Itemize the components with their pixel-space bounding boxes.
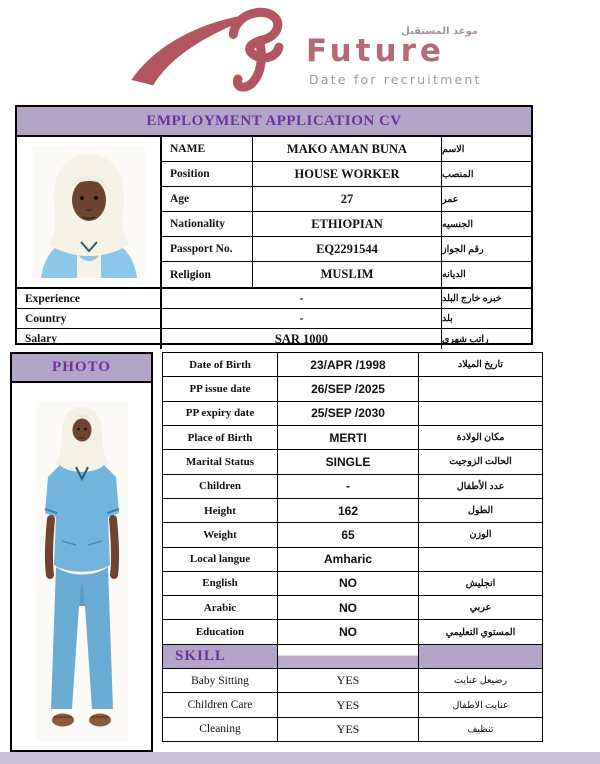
field-value: - [278, 475, 419, 498]
details-table [162, 352, 543, 742]
photo-section-title: PHOTO [12, 354, 151, 383]
logo-arabic-text: موعد المستقبل [401, 26, 478, 37]
field-value: 23/APR /1998 [278, 353, 419, 376]
field-label: Children Care [163, 693, 278, 716]
field-value: MERTI [278, 426, 419, 449]
full-body-photo-cell [12, 383, 151, 750]
field-value: EQ2291544 [253, 237, 442, 261]
table-row [163, 402, 542, 426]
table-row [162, 262, 531, 287]
field-label: Country [17, 309, 162, 328]
field-value: 27 [253, 187, 442, 211]
field-arabic-label: تاريخ الميلاد [457, 360, 504, 371]
field-label: Age [162, 187, 253, 211]
field-label: Experience [17, 289, 162, 308]
field-value: YES [278, 718, 419, 741]
field-value: NO [278, 596, 419, 619]
field-value: - [162, 309, 442, 328]
skill-section-title: SKILL [163, 645, 278, 668]
field-arabic-label: انجليش [465, 578, 496, 589]
field-arabic-label: خبره خارج البلد [442, 294, 502, 304]
field-value: 25/SEP /2030 [278, 402, 419, 425]
logo-tagline: Date for recruitment [309, 72, 482, 87]
field-label: Weight [163, 523, 278, 546]
table-row [162, 187, 531, 212]
field-arabic-label: راتب شهري [442, 334, 489, 345]
table-row [162, 162, 531, 187]
field-label: PP expiry date [163, 402, 278, 425]
table-row [163, 596, 542, 620]
field-arabic-label: رضيعل عنايت [453, 676, 508, 687]
skill-header-spacer [419, 645, 542, 668]
headshot-photo-cell [17, 137, 162, 287]
field-value: SAR 1000 [162, 329, 442, 349]
field-label: Children [163, 475, 278, 498]
field-label: Nationality [162, 212, 253, 236]
table-row [163, 718, 542, 741]
field-value: 162 [278, 499, 419, 522]
field-arabic-label: الطول [467, 506, 494, 517]
field-arabic-label: الاسم [442, 144, 465, 155]
table-row [163, 693, 542, 717]
field-value: 26/SEP /2025 [278, 377, 419, 400]
field-arabic-label [419, 377, 542, 400]
table-row [163, 450, 542, 474]
table-row [163, 377, 542, 401]
bottom-accent-bar [0, 752, 600, 764]
field-label: Place of Birth [163, 426, 278, 449]
field-label: Arabic [163, 596, 278, 619]
field-value: ETHIOPIAN [253, 212, 442, 236]
table-row [163, 620, 542, 644]
field-arabic-label: بلد [442, 314, 453, 324]
logo-wordmark: Future [306, 33, 445, 69]
field-label: NAME [162, 137, 253, 161]
field-label: Position [162, 162, 253, 186]
field-arabic-label [419, 402, 542, 425]
full-body-photo [36, 401, 128, 741]
field-label: Salary [17, 329, 162, 349]
employment-application-table [15, 105, 533, 345]
table-row [163, 499, 542, 523]
table-row [163, 353, 542, 377]
field-value: HOUSE WORKER [253, 162, 442, 186]
table-row [163, 548, 542, 572]
skill-header-spacer [278, 645, 419, 668]
table-row [163, 669, 542, 693]
table-row [163, 523, 542, 547]
field-label: Cleaning [163, 718, 278, 741]
field-arabic-label: الديانه [442, 270, 466, 280]
table-row [163, 475, 542, 499]
field-value: Amharic [278, 548, 419, 571]
field-arabic-label: مكان الولادة [456, 433, 505, 444]
field-arabic-label: المنصب [442, 169, 474, 180]
future-logo-swoosh-icon [126, 2, 308, 96]
headshot-photo [33, 146, 145, 278]
field-arabic-label: الحالت الزوجيت [449, 457, 512, 468]
field-arabic-label: تنظيف [467, 724, 494, 735]
field-value: NO [278, 620, 419, 643]
field-arabic-label: عدد الأطفال [456, 481, 505, 492]
field-label: Height [163, 499, 278, 522]
field-arabic-label: عنايت الاطفال [452, 700, 509, 711]
field-arabic-label: رقم الجواز [442, 244, 484, 255]
field-label: Passport No. [162, 237, 253, 261]
table-row [162, 237, 531, 262]
table-row [162, 137, 531, 162]
field-value: YES [278, 669, 419, 692]
field-label: Date of Birth [163, 353, 278, 376]
field-value: NO [278, 572, 419, 595]
field-label: Marital Status [163, 450, 278, 473]
field-label: Religion [162, 262, 253, 287]
table-row [163, 426, 542, 450]
field-arabic-label: عربي [469, 603, 492, 614]
field-arabic-label: المستوي التعليمي [445, 627, 516, 638]
table-row [17, 309, 531, 329]
field-label: PP issue date [163, 377, 278, 400]
field-arabic-label: الجنسيه [442, 219, 473, 230]
field-arabic-label: عمر [442, 194, 459, 205]
employment-application-title: EMPLOYMENT APPLICATION CV [17, 107, 531, 137]
field-arabic-label: الوزن [469, 530, 492, 541]
field-label: Education [163, 620, 278, 643]
field-label: Local langue [163, 548, 278, 571]
field-arabic-label [419, 548, 542, 571]
field-label: Baby Sitting [163, 669, 278, 692]
photo-column [10, 352, 153, 752]
field-value: MUSLIM [253, 262, 442, 287]
skill-section-header-row [163, 645, 542, 669]
table-row [162, 212, 531, 237]
field-label: English [163, 572, 278, 595]
table-row [163, 572, 542, 596]
field-value: 65 [278, 523, 419, 546]
field-value: MAKO AMAN BUNA [253, 137, 442, 161]
table-row [17, 289, 531, 309]
field-value: - [162, 289, 442, 308]
field-value: YES [278, 693, 419, 716]
field-value: SINGLE [278, 450, 419, 473]
table-row [17, 329, 531, 349]
